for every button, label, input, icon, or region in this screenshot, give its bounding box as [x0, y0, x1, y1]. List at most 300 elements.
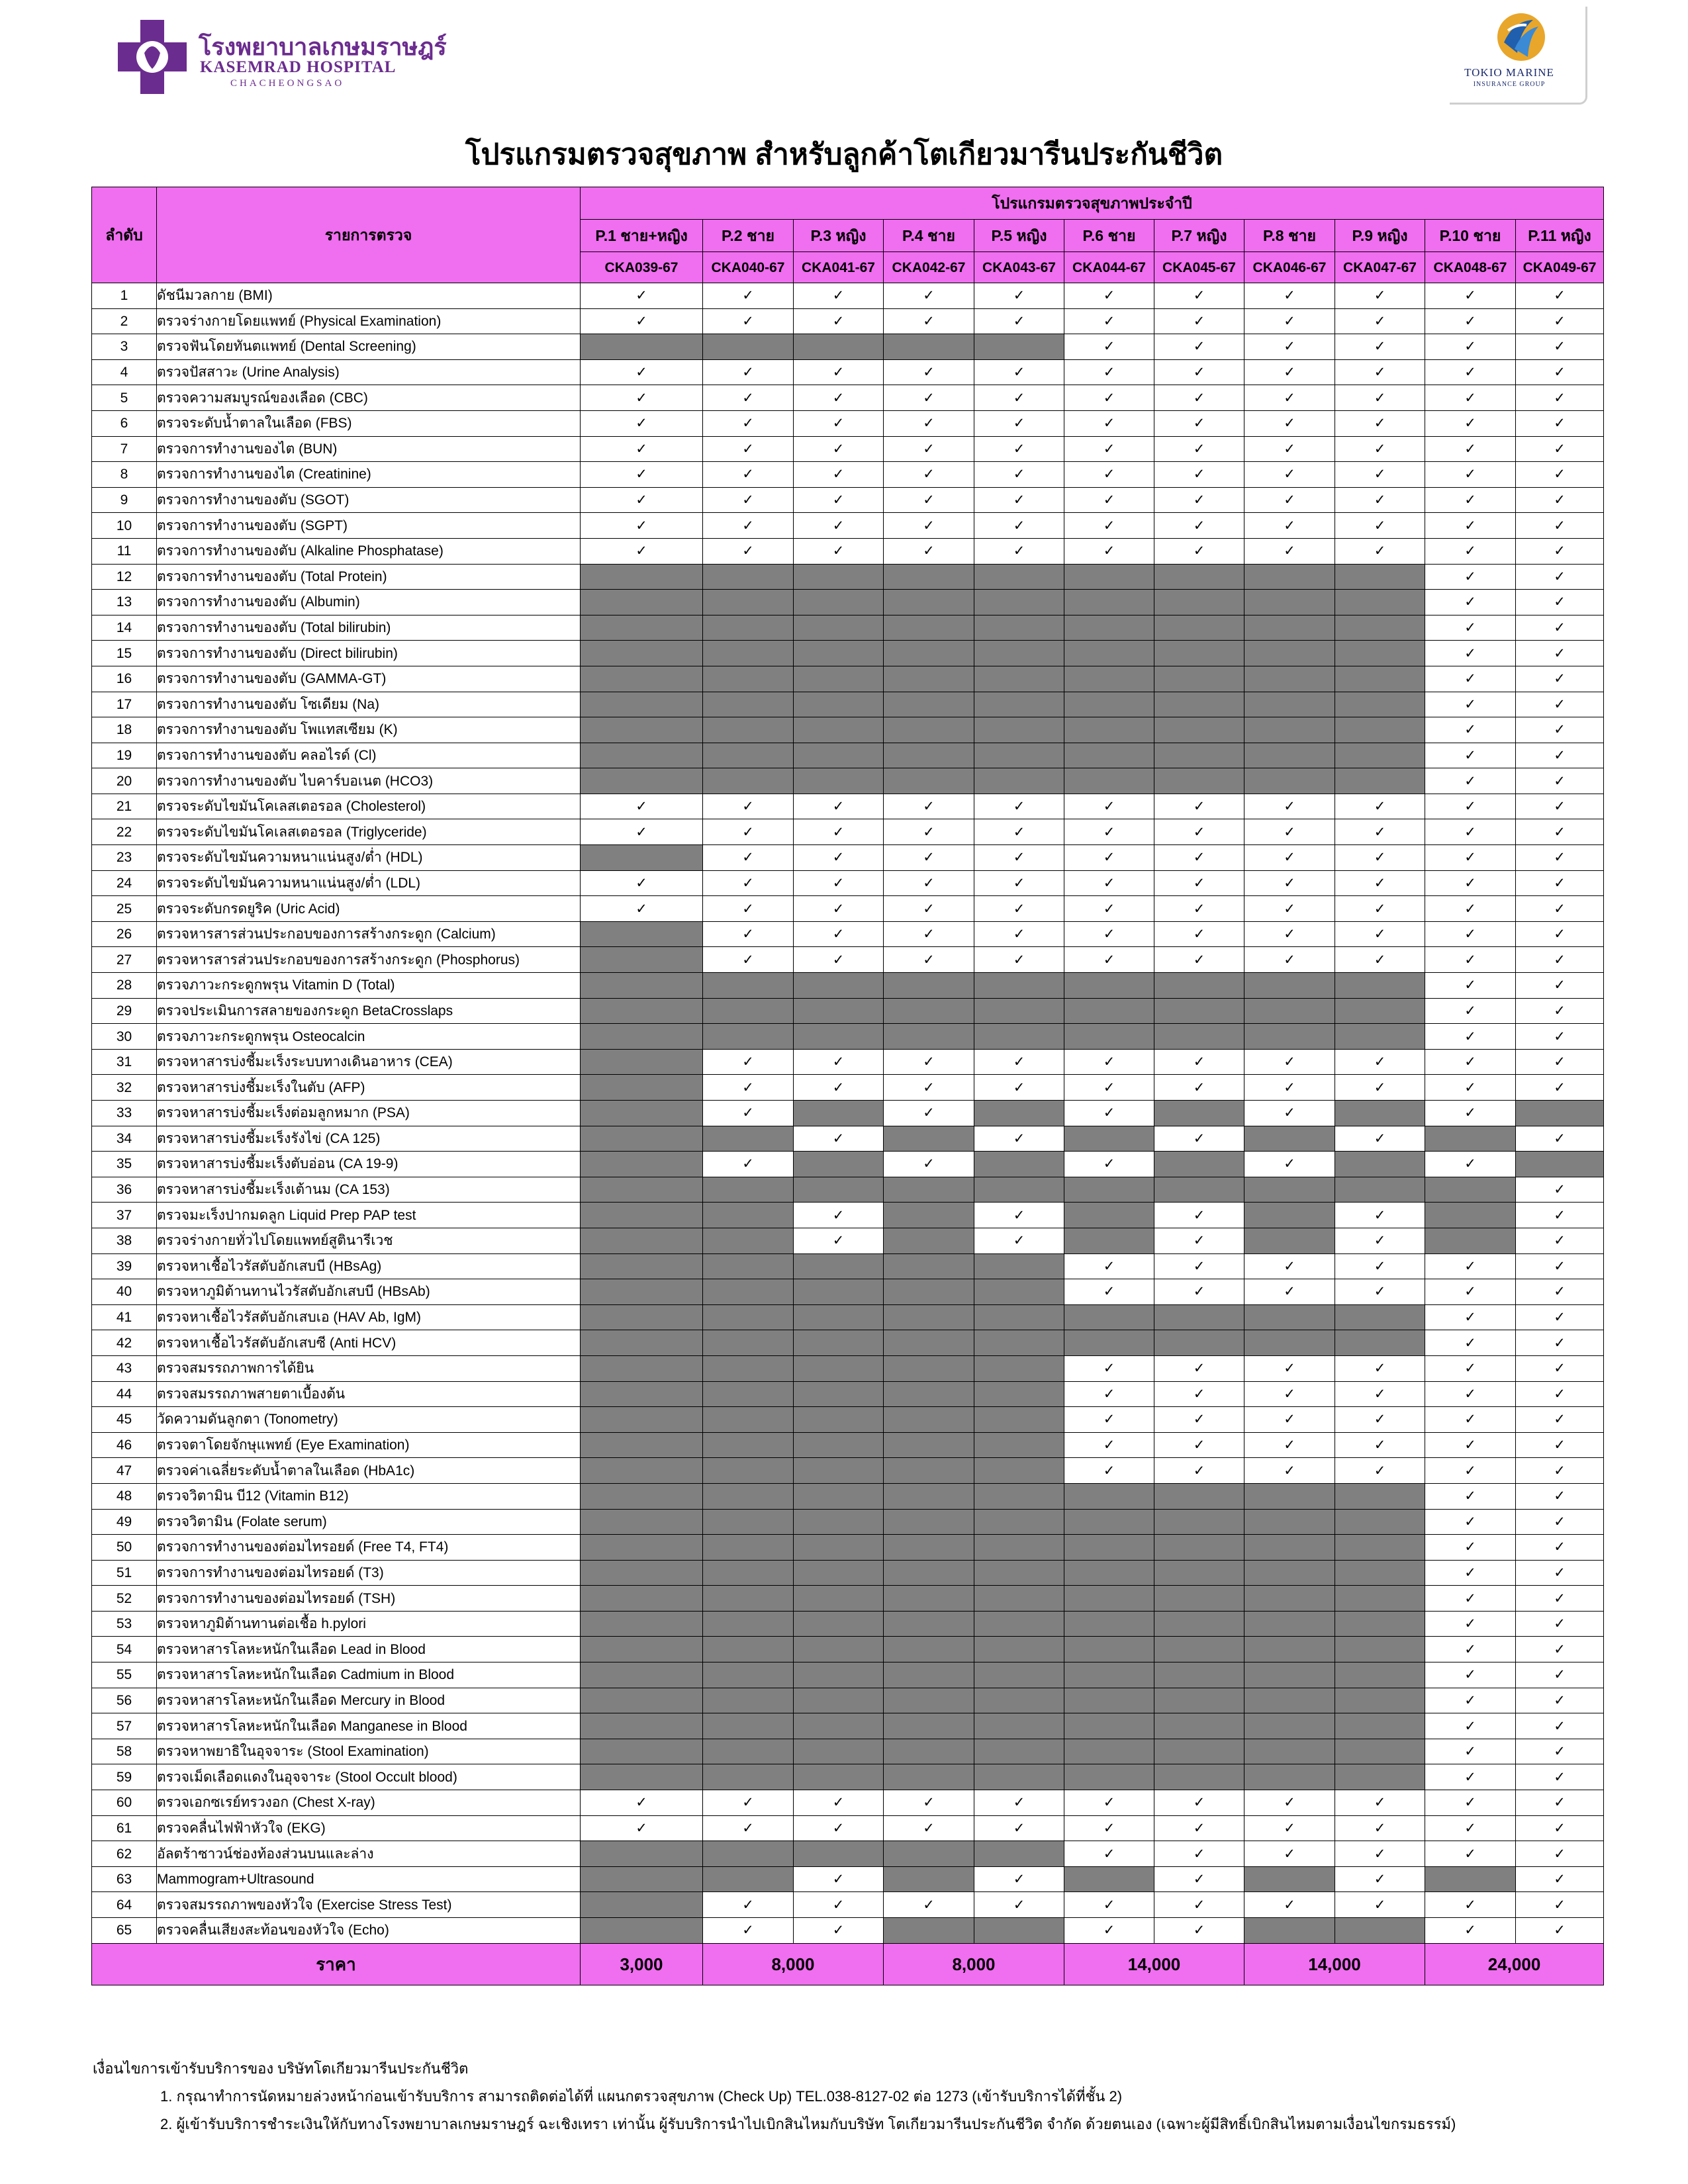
- included-check-icon: ✓: [1154, 385, 1244, 411]
- not-included-cell: [703, 973, 794, 999]
- hospital-logo: [118, 20, 447, 94]
- included-check-icon: ✓: [1425, 1586, 1516, 1612]
- column-header-item: รายการตรวจ: [157, 187, 581, 283]
- not-included-cell: [974, 1509, 1064, 1535]
- row-item-label: ตรวจการทำงานของตับ (Alkaline Phosphatase): [157, 538, 581, 564]
- not-included-cell: [1244, 1866, 1335, 1892]
- not-included-cell: [794, 1152, 884, 1177]
- table-row: [92, 1075, 1604, 1101]
- table-row: [92, 1892, 1604, 1918]
- included-check-icon: ✓: [703, 308, 794, 334]
- row-number: 54: [92, 1637, 157, 1662]
- included-check-icon: ✓: [794, 359, 884, 385]
- not-included-cell: [884, 1253, 974, 1279]
- not-included-cell: [794, 1458, 884, 1484]
- not-included-cell: [974, 973, 1064, 999]
- not-included-cell: [974, 768, 1064, 794]
- table-row: [92, 334, 1604, 360]
- row-number: 41: [92, 1304, 157, 1330]
- row-number: 4: [92, 359, 157, 385]
- not-included-cell: [581, 1355, 703, 1381]
- not-included-cell: [1244, 1713, 1335, 1739]
- row-number: 48: [92, 1483, 157, 1509]
- page-title: โปรแกรมตรวจสุขภาพ สำหรับลูกค้าโตเกียวมารีนประกันชีวิต: [465, 138, 1223, 171]
- not-included-cell: [703, 1024, 794, 1050]
- not-included-cell: [884, 1024, 974, 1050]
- table-row: [92, 666, 1604, 692]
- not-included-cell: [581, 1918, 703, 1944]
- included-check-icon: ✓: [974, 1228, 1064, 1253]
- not-included-cell: [1335, 692, 1425, 717]
- included-check-icon: ✓: [1335, 1126, 1425, 1152]
- not-included-cell: [794, 1381, 884, 1407]
- included-check-icon: ✓: [1425, 717, 1516, 743]
- not-included-cell: [1154, 1101, 1244, 1126]
- row-number: 56: [92, 1688, 157, 1713]
- not-included-cell: [581, 1253, 703, 1279]
- not-included-cell: [1244, 1203, 1335, 1228]
- row-item-label: ตรวจระดับกรดยูริค (Uric Acid): [157, 896, 581, 922]
- row-item-label: ตรวจคลื่นไฟฟ้าหัวใจ (EKG): [157, 1815, 581, 1841]
- included-check-icon: ✓: [1516, 1432, 1604, 1458]
- included-check-icon: ✓: [1154, 921, 1244, 947]
- row-item-label: ตรวจการทำงานของไต (BUN): [157, 436, 581, 462]
- not-included-cell: [794, 1688, 884, 1713]
- not-included-cell: [974, 1381, 1064, 1407]
- included-check-icon: ✓: [1244, 845, 1335, 871]
- hospital-name-en: KASEMRAD HOSPITAL: [200, 58, 397, 76]
- row-number: 49: [92, 1509, 157, 1535]
- row-item-label: ตรวจหาสารบ่งชี้มะเร็งต่อมลูกหมาก (PSA): [157, 1101, 581, 1126]
- table-row: [92, 794, 1604, 819]
- included-check-icon: ✓: [1154, 845, 1244, 871]
- included-check-icon: ✓: [1064, 1075, 1154, 1101]
- included-check-icon: ✓: [1244, 1815, 1335, 1841]
- included-check-icon: ✓: [1154, 359, 1244, 385]
- not-included-cell: [703, 615, 794, 641]
- not-included-cell: [974, 1637, 1064, 1662]
- not-included-cell: [884, 1304, 974, 1330]
- not-included-cell: [1425, 1177, 1516, 1203]
- included-check-icon: ✓: [1335, 947, 1425, 973]
- row-item-label: ตรวจสมรรถภาพสายตาเบื้องต้น: [157, 1381, 581, 1407]
- row-item-label: ตรวจการทำงานของตับ ไบคาร์บอเนต (HCO3): [157, 768, 581, 794]
- included-check-icon: ✓: [1154, 1815, 1244, 1841]
- included-check-icon: ✓: [794, 845, 884, 871]
- not-included-cell: [1064, 1866, 1154, 1892]
- not-included-cell: [1064, 1637, 1154, 1662]
- not-included-cell: [1335, 1688, 1425, 1713]
- included-check-icon: ✓: [1064, 410, 1154, 436]
- not-included-cell: [703, 1203, 794, 1228]
- included-check-icon: ✓: [703, 283, 794, 309]
- included-check-icon: ✓: [703, 1075, 794, 1101]
- not-included-cell: [581, 1152, 703, 1177]
- condition-item-1: 1. กรุณาทำการนัดหมายล่วงหน้าก่อนเข้ารับบริการ สามารถติดต่อได้ที่ แผนกตรวจสุขภาพ (Check Up) TEL.038-8127-02 ต่อ 1273 (เข้ารับบริการได้ที่ชั้น 2): [160, 2088, 1123, 2105]
- row-number: 60: [92, 1790, 157, 1816]
- included-check-icon: ✓: [581, 538, 703, 564]
- not-included-cell: [974, 1330, 1064, 1356]
- included-check-icon: ✓: [1064, 1918, 1154, 1944]
- table-row: [92, 1381, 1604, 1407]
- not-included-cell: [794, 590, 884, 615]
- not-included-cell: [1154, 1304, 1244, 1330]
- not-included-cell: [703, 1381, 794, 1407]
- not-included-cell: [1064, 1560, 1154, 1586]
- included-check-icon: ✓: [1516, 385, 1604, 411]
- included-check-icon: ✓: [1425, 1662, 1516, 1688]
- included-check-icon: ✓: [1335, 1790, 1425, 1816]
- included-check-icon: ✓: [794, 947, 884, 973]
- program-name-4: P.4 ชาย: [884, 220, 974, 252]
- not-included-cell: [703, 1304, 794, 1330]
- included-check-icon: ✓: [1425, 1024, 1516, 1050]
- not-included-cell: [703, 692, 794, 717]
- not-included-cell: [1064, 1688, 1154, 1713]
- row-number: 1: [92, 283, 157, 309]
- included-check-icon: ✓: [1064, 845, 1154, 871]
- not-included-cell: [703, 998, 794, 1024]
- included-check-icon: ✓: [1064, 283, 1154, 309]
- included-check-icon: ✓: [1064, 538, 1154, 564]
- price-value: 8,000: [884, 1943, 1064, 1985]
- not-included-cell: [581, 334, 703, 360]
- included-check-icon: ✓: [1516, 1918, 1604, 1944]
- table-row: [92, 385, 1604, 411]
- not-included-cell: [1064, 1330, 1154, 1356]
- included-check-icon: ✓: [703, 436, 794, 462]
- included-check-icon: ✓: [1516, 359, 1604, 385]
- not-included-cell: [1154, 973, 1244, 999]
- included-check-icon: ✓: [703, 896, 794, 922]
- included-check-icon: ✓: [1425, 1432, 1516, 1458]
- row-number: 2: [92, 308, 157, 334]
- not-included-cell: [581, 1203, 703, 1228]
- included-check-icon: ✓: [794, 870, 884, 896]
- row-item-label: ตรวจหาสารบ่งชี้มะเร็งตับอ่อน (CA 19-9): [157, 1152, 581, 1177]
- included-check-icon: ✓: [1516, 1713, 1604, 1739]
- not-included-cell: [884, 1560, 974, 1586]
- not-included-cell: [1335, 590, 1425, 615]
- included-check-icon: ✓: [1244, 1253, 1335, 1279]
- included-check-icon: ✓: [1244, 487, 1335, 513]
- row-number: 22: [92, 819, 157, 845]
- included-check-icon: ✓: [794, 819, 884, 845]
- price-value: 14,000: [1244, 1943, 1425, 1985]
- table-row: [92, 692, 1604, 717]
- table-row: [92, 1407, 1604, 1433]
- included-check-icon: ✓: [1244, 1432, 1335, 1458]
- not-included-cell: [703, 1866, 794, 1892]
- not-included-cell: [884, 615, 974, 641]
- included-check-icon: ✓: [1244, 436, 1335, 462]
- row-item-label: ตรวจเม็ดเลือดแดงในอุจจาระ (Stool Occult blood): [157, 1764, 581, 1790]
- table-row: [92, 1101, 1604, 1126]
- price-value: 3,000: [581, 1943, 703, 1985]
- included-check-icon: ✓: [1425, 1049, 1516, 1075]
- included-check-icon: ✓: [1516, 1509, 1604, 1535]
- not-included-cell: [974, 1152, 1064, 1177]
- included-check-icon: ✓: [1064, 359, 1154, 385]
- included-check-icon: ✓: [1064, 385, 1154, 411]
- not-included-cell: [1154, 1637, 1244, 1662]
- not-included-cell: [794, 1841, 884, 1867]
- not-included-cell: [884, 1611, 974, 1637]
- row-item-label: วัดความดันลูกตา (Tonometry): [157, 1407, 581, 1433]
- row-number: 36: [92, 1177, 157, 1203]
- not-included-cell: [974, 1177, 1064, 1203]
- table-row: [92, 462, 1604, 488]
- not-included-cell: [884, 998, 974, 1024]
- included-check-icon: ✓: [1154, 1432, 1244, 1458]
- included-check-icon: ✓: [1154, 487, 1244, 513]
- not-included-cell: [1154, 590, 1244, 615]
- included-check-icon: ✓: [1516, 692, 1604, 717]
- not-included-cell: [1154, 1764, 1244, 1790]
- not-included-cell: [703, 1177, 794, 1203]
- not-included-cell: [581, 1560, 703, 1586]
- not-included-cell: [884, 692, 974, 717]
- row-item-label: ตรวจความสมบูรณ์ของเลือด (CBC): [157, 385, 581, 411]
- included-check-icon: ✓: [1425, 1279, 1516, 1305]
- included-check-icon: ✓: [974, 359, 1064, 385]
- included-check-icon: ✓: [794, 410, 884, 436]
- row-number: 14: [92, 615, 157, 641]
- not-included-cell: [794, 615, 884, 641]
- not-included-cell: [1335, 1177, 1425, 1203]
- not-included-cell: [884, 1764, 974, 1790]
- not-included-cell: [581, 1764, 703, 1790]
- not-included-cell: [1335, 998, 1425, 1024]
- included-check-icon: ✓: [974, 436, 1064, 462]
- included-check-icon: ✓: [703, 845, 794, 871]
- table-row: [92, 1203, 1604, 1228]
- included-check-icon: ✓: [1335, 1866, 1425, 1892]
- program-code-8: CKA046-67: [1244, 252, 1335, 283]
- row-item-label: ตรวจการทำงานของต่อมไทรอยด์ (TSH): [157, 1586, 581, 1612]
- included-check-icon: ✓: [1154, 819, 1244, 845]
- included-check-icon: ✓: [1516, 896, 1604, 922]
- not-included-cell: [794, 1279, 884, 1305]
- row-number: 39: [92, 1253, 157, 1279]
- included-check-icon: ✓: [1335, 819, 1425, 845]
- included-check-icon: ✓: [581, 819, 703, 845]
- table-row: [92, 1253, 1604, 1279]
- table-row: [92, 743, 1604, 768]
- included-check-icon: ✓: [1244, 870, 1335, 896]
- not-included-cell: [1335, 717, 1425, 743]
- condition-item-2: 2. ผู้เข้ารับบริการชำระเงินให้กับทางโรงพยาบาลเกษมราษฎร์ ฉะเชิงเทรา เท่านั้น ผู้รับบริการนำไปเบิกสินไหมกับบริษัท โตเกียวมารีนประกันชีวิต จำกัด ด้วยตนเอง (เฉพาะผู้มีสิทธิ์เบิกสินไหมตามเงื่อนไขกรมธรรม์): [160, 2116, 1456, 2132]
- not-included-cell: [703, 717, 794, 743]
- not-included-cell: [794, 1611, 884, 1637]
- not-included-cell: [974, 1841, 1064, 1867]
- table-row: [92, 1483, 1604, 1509]
- included-check-icon: ✓: [581, 462, 703, 488]
- included-check-icon: ✓: [1064, 487, 1154, 513]
- included-check-icon: ✓: [1425, 308, 1516, 334]
- included-check-icon: ✓: [974, 1126, 1064, 1152]
- not-included-cell: [1064, 666, 1154, 692]
- included-check-icon: ✓: [581, 308, 703, 334]
- row-item-label: ตรวจตาโดยจักษุแพทย์ (Eye Examination): [157, 1432, 581, 1458]
- included-check-icon: ✓: [1335, 870, 1425, 896]
- included-check-icon: ✓: [1425, 1407, 1516, 1433]
- table-row: [92, 1918, 1604, 1944]
- row-item-label: ตรวจหาสารโลหะหนักในเลือด Cadmium in Blood: [157, 1662, 581, 1688]
- row-number: 5: [92, 385, 157, 411]
- program-code-3: CKA041-67: [794, 252, 884, 283]
- price-row: [92, 1943, 1604, 1985]
- included-check-icon: ✓: [1425, 1637, 1516, 1662]
- included-check-icon: ✓: [1335, 1228, 1425, 1253]
- not-included-cell: [581, 1330, 703, 1356]
- included-check-icon: ✓: [1425, 896, 1516, 922]
- not-included-cell: [794, 1739, 884, 1764]
- not-included-cell: [884, 1279, 974, 1305]
- row-number: 20: [92, 768, 157, 794]
- not-included-cell: [581, 1586, 703, 1612]
- included-check-icon: ✓: [1154, 1841, 1244, 1867]
- included-check-icon: ✓: [1064, 921, 1154, 947]
- not-included-cell: [794, 1662, 884, 1688]
- included-check-icon: ✓: [1335, 1432, 1425, 1458]
- row-item-label: ตรวจระดับไขมันความหนาแน่นสูง/ต่ำ (HDL): [157, 845, 581, 871]
- included-check-icon: ✓: [1335, 845, 1425, 871]
- not-included-cell: [1244, 1509, 1335, 1535]
- included-check-icon: ✓: [1335, 1381, 1425, 1407]
- row-item-label: ตรวจร่างกายโดยแพทย์ (Physical Examination): [157, 308, 581, 334]
- not-included-cell: [581, 615, 703, 641]
- not-included-cell: [1244, 641, 1335, 666]
- not-included-cell: [794, 1024, 884, 1050]
- not-included-cell: [581, 1688, 703, 1713]
- row-item-label: ตรวจเอกซเรย์ทรวงอก (Chest X-ray): [157, 1790, 581, 1816]
- row-number: 35: [92, 1152, 157, 1177]
- not-included-cell: [884, 1126, 974, 1152]
- row-number: 13: [92, 590, 157, 615]
- not-included-cell: [884, 1407, 974, 1433]
- not-included-cell: [581, 1483, 703, 1509]
- included-check-icon: ✓: [581, 794, 703, 819]
- included-check-icon: ✓: [1516, 1355, 1604, 1381]
- included-check-icon: ✓: [1425, 1458, 1516, 1484]
- program-name-5: P.5 หญิง: [974, 220, 1064, 252]
- not-included-cell: [1244, 1330, 1335, 1356]
- included-check-icon: ✓: [703, 462, 794, 488]
- program-code-4: CKA042-67: [884, 252, 974, 283]
- not-included-cell: [974, 1279, 1064, 1305]
- not-included-cell: [703, 1509, 794, 1535]
- row-number: 29: [92, 998, 157, 1024]
- included-check-icon: ✓: [1425, 1918, 1516, 1944]
- not-included-cell: [1335, 1918, 1425, 1944]
- included-check-icon: ✓: [1244, 410, 1335, 436]
- included-check-icon: ✓: [1516, 1381, 1604, 1407]
- included-check-icon: ✓: [581, 513, 703, 539]
- row-item-label: ตรวจสมรรถภาพของหัวใจ (Exercise Stress Test): [157, 1892, 581, 1918]
- row-number: 26: [92, 921, 157, 947]
- row-number: 6: [92, 410, 157, 436]
- included-check-icon: ✓: [1154, 1203, 1244, 1228]
- not-included-cell: [794, 1432, 884, 1458]
- included-check-icon: ✓: [1425, 1152, 1516, 1177]
- not-included-cell: [1244, 1611, 1335, 1637]
- included-check-icon: ✓: [703, 513, 794, 539]
- not-included-cell: [794, 1637, 884, 1662]
- included-check-icon: ✓: [1516, 283, 1604, 309]
- included-check-icon: ✓: [1244, 794, 1335, 819]
- not-included-cell: [1154, 1713, 1244, 1739]
- not-included-cell: [1154, 615, 1244, 641]
- not-included-cell: [1064, 1483, 1154, 1509]
- not-included-cell: [1335, 1662, 1425, 1688]
- not-included-cell: [974, 1407, 1064, 1433]
- included-check-icon: ✓: [794, 1049, 884, 1075]
- included-check-icon: ✓: [1516, 1253, 1604, 1279]
- not-included-cell: [1064, 1177, 1154, 1203]
- included-check-icon: ✓: [884, 1815, 974, 1841]
- included-check-icon: ✓: [1335, 359, 1425, 385]
- included-check-icon: ✓: [1244, 1381, 1335, 1407]
- not-included-cell: [1335, 641, 1425, 666]
- not-included-cell: [884, 1918, 974, 1944]
- not-included-cell: [1244, 1637, 1335, 1662]
- row-item-label: ตรวจหาสารบ่งชี้มะเร็งระบบทางเดินอาหาร (CEA): [157, 1049, 581, 1075]
- not-included-cell: [1154, 1611, 1244, 1637]
- not-included-cell: [884, 1841, 974, 1867]
- included-check-icon: ✓: [884, 947, 974, 973]
- not-included-cell: [884, 564, 974, 590]
- row-item-label: ตรวจหาสารบ่งชี้มะเร็งในตับ (AFP): [157, 1075, 581, 1101]
- included-check-icon: ✓: [1516, 1304, 1604, 1330]
- included-check-icon: ✓: [1425, 334, 1516, 360]
- not-included-cell: [1244, 1228, 1335, 1253]
- included-check-icon: ✓: [1064, 1381, 1154, 1407]
- not-included-cell: [581, 1381, 703, 1407]
- not-included-cell: [884, 590, 974, 615]
- price-value: 14,000: [1064, 1943, 1244, 1985]
- not-included-cell: [1425, 1203, 1516, 1228]
- not-included-cell: [1064, 1739, 1154, 1764]
- program-name-11: P.11 หญิง: [1516, 220, 1604, 252]
- included-check-icon: ✓: [1516, 487, 1604, 513]
- table-row: [92, 1152, 1604, 1177]
- not-included-cell: [974, 998, 1064, 1024]
- not-included-cell: [1154, 1688, 1244, 1713]
- included-check-icon: ✓: [974, 896, 1064, 922]
- included-check-icon: ✓: [1335, 1279, 1425, 1305]
- included-check-icon: ✓: [1516, 1535, 1604, 1561]
- table-row: [92, 1355, 1604, 1381]
- included-check-icon: ✓: [1516, 1892, 1604, 1918]
- row-number: 9: [92, 487, 157, 513]
- row-number: 30: [92, 1024, 157, 1050]
- included-check-icon: ✓: [1516, 641, 1604, 666]
- not-included-cell: [1064, 1611, 1154, 1637]
- included-check-icon: ✓: [1064, 308, 1154, 334]
- not-included-cell: [1064, 1713, 1154, 1739]
- not-included-cell: [1154, 1509, 1244, 1535]
- included-check-icon: ✓: [1244, 1841, 1335, 1867]
- not-included-cell: [794, 743, 884, 768]
- included-check-icon: ✓: [1064, 1892, 1154, 1918]
- included-check-icon: ✓: [1335, 1407, 1425, 1433]
- included-check-icon: ✓: [1516, 1764, 1604, 1790]
- included-check-icon: ✓: [1425, 1611, 1516, 1637]
- included-check-icon: ✓: [1335, 283, 1425, 309]
- not-included-cell: [884, 1483, 974, 1509]
- table-row: [92, 1586, 1604, 1612]
